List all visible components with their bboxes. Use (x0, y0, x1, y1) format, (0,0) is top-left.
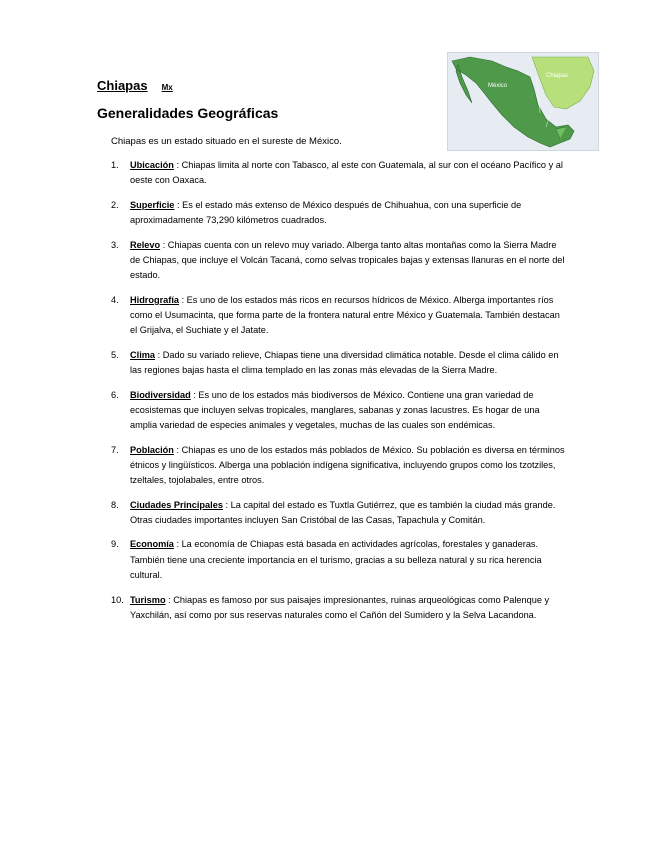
item-label: Población (130, 444, 174, 455)
item-text: : Chiapas cuenta con un relevo muy variado. Alberga tanto altas montañas como la Sierra Madre de Chiapas, que incluye el Volcán Tacaná, como selvas tropicales bajas y extensas llanuras en el norte del estado. (130, 239, 565, 281)
list-item (111, 443, 566, 489)
item-number: 6. (111, 389, 119, 400)
item-label: Ciudades Principales (130, 499, 223, 510)
location-map-image (447, 52, 599, 151)
item-label: Turismo (130, 594, 166, 605)
item-label: Ubicación (130, 160, 174, 170)
item-number: 8. (111, 499, 119, 510)
item-text: : Chiapas es uno de los estados más poblados de México. Su población es diversa en términos étnicos y lingüísticos. Alberga una población indígena significativa, incluyendo grupos como los tzotziles, tzeltales, tojolabales, entre otros. (130, 444, 565, 486)
list-item (111, 293, 566, 339)
item-number: 9. (111, 539, 119, 550)
item-number: 1. (111, 160, 119, 170)
item-text: : La economía de Chiapas está basada en actividades agrícolas, forestales y ganaderas. También tiene una creciente importancia en el turismo, gracias a su belleza natural y su rica herencia cultural. (130, 539, 542, 581)
mexico-map-graphic (448, 53, 598, 150)
item-number: 7. (111, 444, 119, 455)
list-item (111, 537, 566, 583)
list-item (111, 348, 566, 379)
map-label-mexico: México (488, 83, 508, 89)
item-number: 3. (111, 239, 119, 250)
item-text: : Dado su variado relieve, Chiapas tiene una diversidad climática notable. Desde el clima cálido en las regiones bajas hasta el clima templado en las zonas más elevadas de la Sierra Madre. (130, 349, 559, 376)
item-label: Clima (130, 349, 156, 360)
list-item (111, 158, 566, 189)
item-text: : Chiapas es famoso por sus paisajes impresionantes, ruinas arqueológicas como Palenque y Yaxchilán, así como por sus reservas naturales como el Cañón del Sumidero y la Selva Lacandona. (130, 594, 550, 620)
list-item (111, 498, 566, 529)
item-label: Relevo (130, 239, 161, 250)
map-label-chiapas: Chiapas (546, 73, 569, 79)
list-item (111, 238, 566, 284)
facts-list (111, 158, 566, 632)
list-item (111, 593, 566, 624)
item-text: : Es el estado más extenso de México después de Chihuahua, con una superficie de aproximadamente 73,290 kilómetros cuadrados. (130, 199, 522, 226)
section-heading: Generalidades Geográficas (97, 105, 279, 121)
item-text: : Es uno de los estados más biodiversos de México. Contiene una gran variedad de ecosistemas que incluyen selvas tropicales, manglares, sabanas y zonas lacustres. Es hogar de una amplia variedad de especies animales y vegetales, muchas de las cuales son endémicas. (130, 389, 540, 431)
item-label: Hidrografía (130, 294, 180, 305)
title-text: Chiapas (97, 78, 148, 93)
item-number: 2. (111, 199, 119, 210)
list-item (111, 198, 566, 229)
list-item (111, 388, 566, 434)
item-text: : Chiapas limita al norte con Tabasco, al este con Guatemala, al sur con el océano Pacífico y al oeste con Oaxaca. (130, 160, 563, 186)
title-suffix: Mx (161, 83, 173, 92)
item-text: : Es uno de los estados más ricos en recursos hídricos de México. Alberga importantes ríos como el Usumacinta, que forma parte de la frontera natural entre México y Guatemala. También destacan el Grijalva, el Suchiate y el Jatate. (130, 294, 560, 336)
item-label: Biodiversidad (130, 389, 191, 400)
document-title (97, 78, 173, 93)
item-number: 10. (111, 594, 124, 605)
item-number: 4. (111, 294, 119, 305)
item-number: 5. (111, 349, 119, 360)
intro-paragraph: Chiapas es un estado situado en el sureste de México. (111, 136, 342, 147)
item-label: Economía (130, 539, 174, 550)
item-label: Superficie (130, 199, 175, 210)
item-text: : La capital del estado es Tuxtla Gutiérrez, que es también la ciudad más grande. Otras ciudades importantes incluyen San Cristóbal de las Casas, Tapachula y Comitán. (130, 499, 556, 525)
